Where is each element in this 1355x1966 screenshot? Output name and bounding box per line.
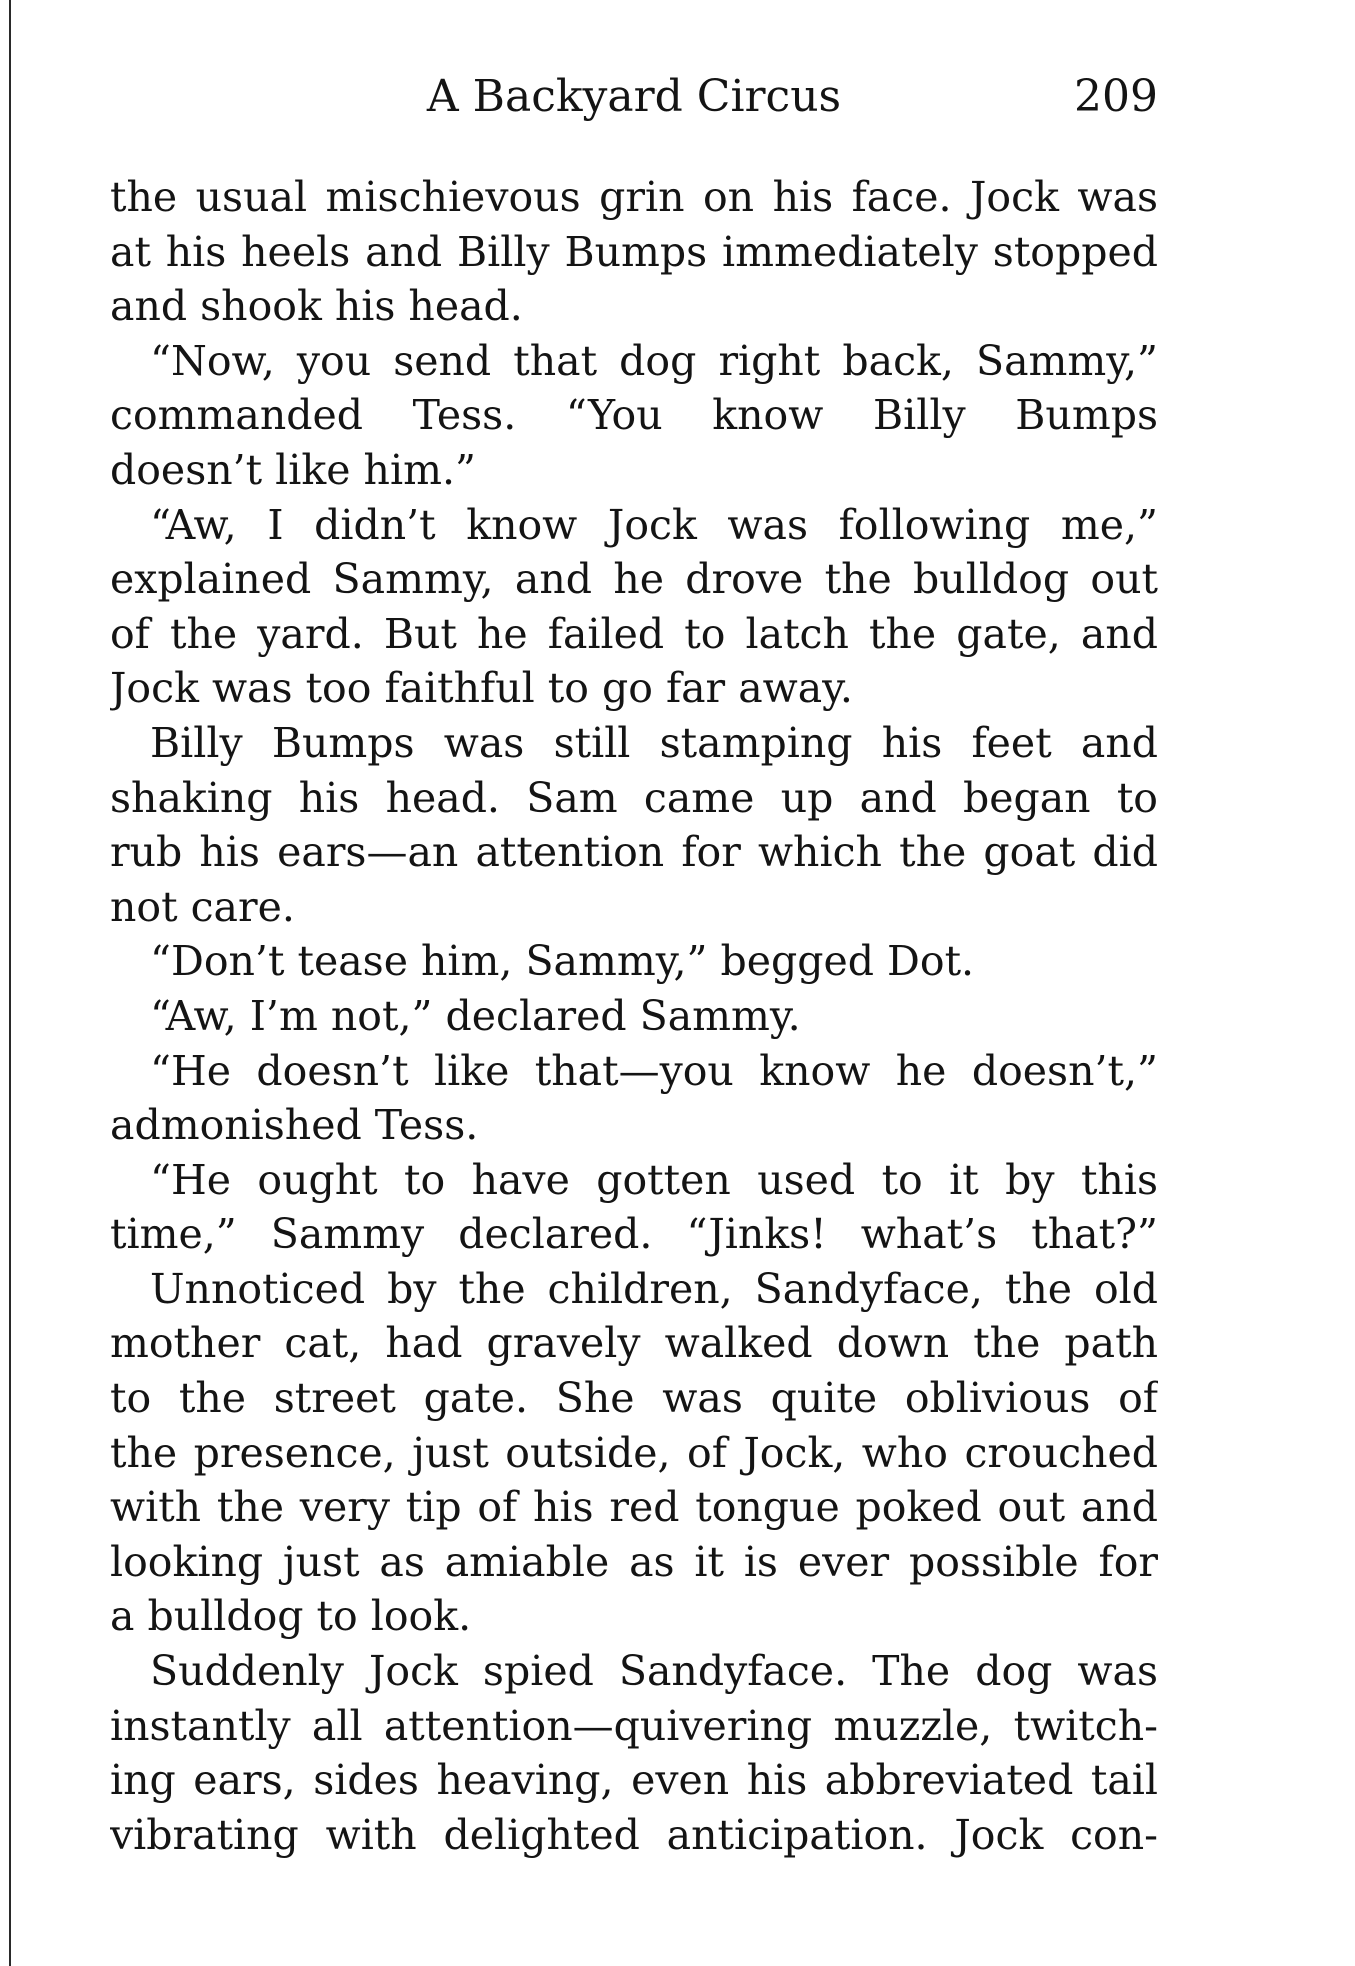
text-line: “He ought to have gotten used to it by this [150, 1155, 1158, 1204]
text-line: admonished Tess. [110, 1101, 479, 1150]
text-line: “Aw, I didn’t know Jock was following me,” [150, 500, 1158, 549]
text-line: the usual mischievous grin on his face. Jock was [110, 173, 1158, 221]
text-line: looking just as amiable as it is ever possible for [110, 1537, 1158, 1586]
text-line: rub his ears—an attention for which the goat did [110, 828, 1158, 877]
text-line: commanded Tess. “You know Billy Bumps [110, 391, 1158, 440]
text-line: time,” Sammy declared. “Jinks! what’s that?” [110, 1210, 1158, 1259]
text-line: ing ears, sides heaving, even his abbreviated tail [110, 1756, 1158, 1805]
page-gutter-line [9, 0, 11, 1966]
text-line: of the yard. But he failed to latch the gate, and [110, 609, 1158, 658]
text-line: and shook his head. [110, 282, 523, 331]
book-page [110, 70, 1158, 1862]
body-text [110, 170, 1158, 1862]
page-number: 209 [1074, 71, 1158, 122]
text-line: “He doesn’t like that—you know he doesn’t,” [150, 1046, 1158, 1095]
text-line: Suddenly Jock spied Sandyface. The dog was [150, 1647, 1158, 1696]
text-line: at his heels and Billy Bumps immediately stopped [110, 227, 1158, 276]
text-line: explained Sammy, and he drove the bulldog out [110, 555, 1158, 604]
text-line: “Aw, I’m not,” declared Sammy. [150, 991, 801, 1040]
text-line: not care. [110, 882, 295, 931]
text-line: instantly all attention—quivering muzzle, twitch- [110, 1701, 1158, 1750]
text-line: Billy Bumps was still stamping his feet and [150, 718, 1158, 767]
text-line: “Don’t tease him, Sammy,” begged Dot. [150, 937, 975, 986]
text-line: doesn’t like him.” [110, 445, 476, 494]
text-line: to the street gate. She was quite oblivious of [110, 1374, 1158, 1423]
text-line: “Now, you send that dog right back, Sammy,” [150, 336, 1158, 385]
text-line: Unnoticed by the children, Sandyface, the old [150, 1264, 1158, 1313]
text-line: a bulldog to look. [110, 1592, 472, 1641]
running-title: A Backyard Circus [426, 71, 842, 122]
text-line: Jock was too faithful to go far away. [110, 664, 853, 713]
text-line: with the very tip of his red tongue poked out and [110, 1483, 1158, 1532]
text-line: vibrating with delighted anticipation. Jock con- [110, 1810, 1158, 1859]
text-line: shaking his head. Sam came up and began to [110, 773, 1158, 822]
text-line: mother cat, had gravely walked down the path [110, 1319, 1158, 1368]
running-head [110, 70, 1158, 142]
text-line: the presence, just outside, of Jock, who crouched [110, 1428, 1158, 1477]
